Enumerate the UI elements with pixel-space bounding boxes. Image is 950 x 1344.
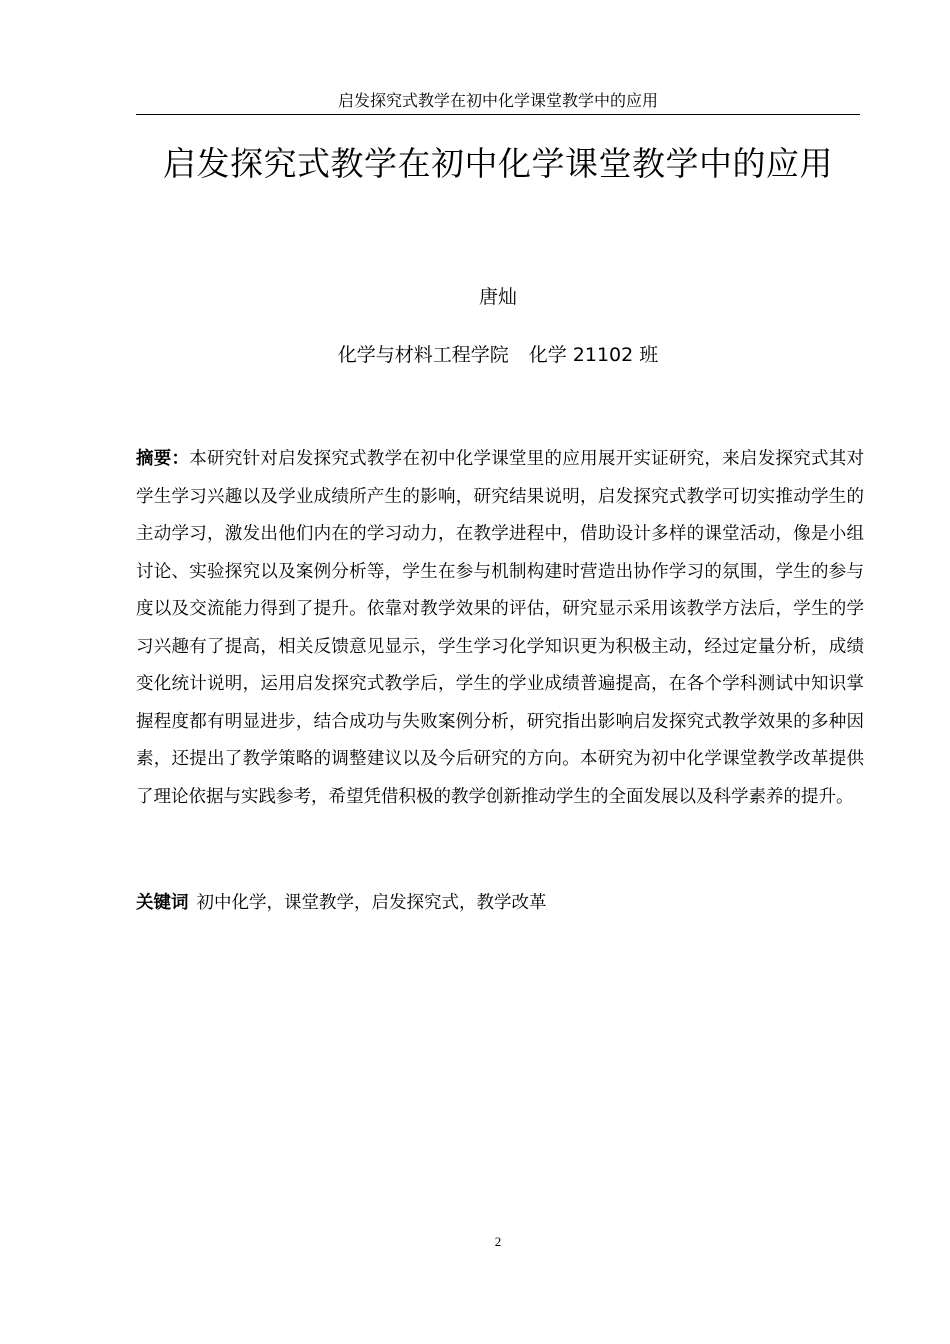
- author-name: 唐灿: [478, 286, 517, 308]
- affiliation-college: 化学与材料工程学院: [337, 344, 509, 366]
- running-header: [136, 88, 860, 115]
- keywords-text: 初中化学，课堂教学，启发探究式，教学改革: [196, 893, 547, 913]
- page-title: 启发探究式教学在初中化学课堂教学中的应用: [163, 144, 833, 183]
- keywords: [136, 886, 864, 920]
- running-header-title: 启发探究式教学在初中化学课堂教学中的应用: [337, 91, 658, 110]
- abstract: [136, 441, 864, 816]
- affiliation: [100, 340, 896, 370]
- page-number: 2: [494, 1234, 502, 1249]
- keywords-label: 关键词: [136, 893, 189, 913]
- affiliation-class: 化学 21102 班: [528, 344, 659, 366]
- abstract-label: 摘要：: [136, 449, 190, 469]
- abstract-text: 本研究针对启发探究式教学在初中化学课堂里的应用展开实证研究，来启发探究式其对学生学习兴趣以及学业成绩所产生的影响，研究结果说明，启发探究式教学可切实推动学生的主动学习，激发出他们内在的学习动力，在教学进程中，借助设计多样的课堂活动，像是小组讨论、实验探究以及案例分析等，学生在参与机制构建时营造出协作学习的氛围，学生的参与度以及交流能力得到了提升。依靠对教学效果的评估，研究显示采用该教学方法后，学生的学习兴趣有了提高，相关反馈意见显示，学生学习化学知识更为积极主动，经过定量分析，成绩变化统计说明，运用启发探究式教学后，学生的学业成绩普遍提高，在各个学科测试中知识掌握程度都有明显进步，结合成功与失败案例分析，研究指出影响启发探究式教学效果的多种因素，还提出了教学策略的调整建议以及今后研究的方向。本研究为初中化学课堂教学改革提供了理论依据与实践参考，希望凭借积极的教学创新推动学生的全面发展以及科学素养的提升。: [136, 449, 865, 807]
